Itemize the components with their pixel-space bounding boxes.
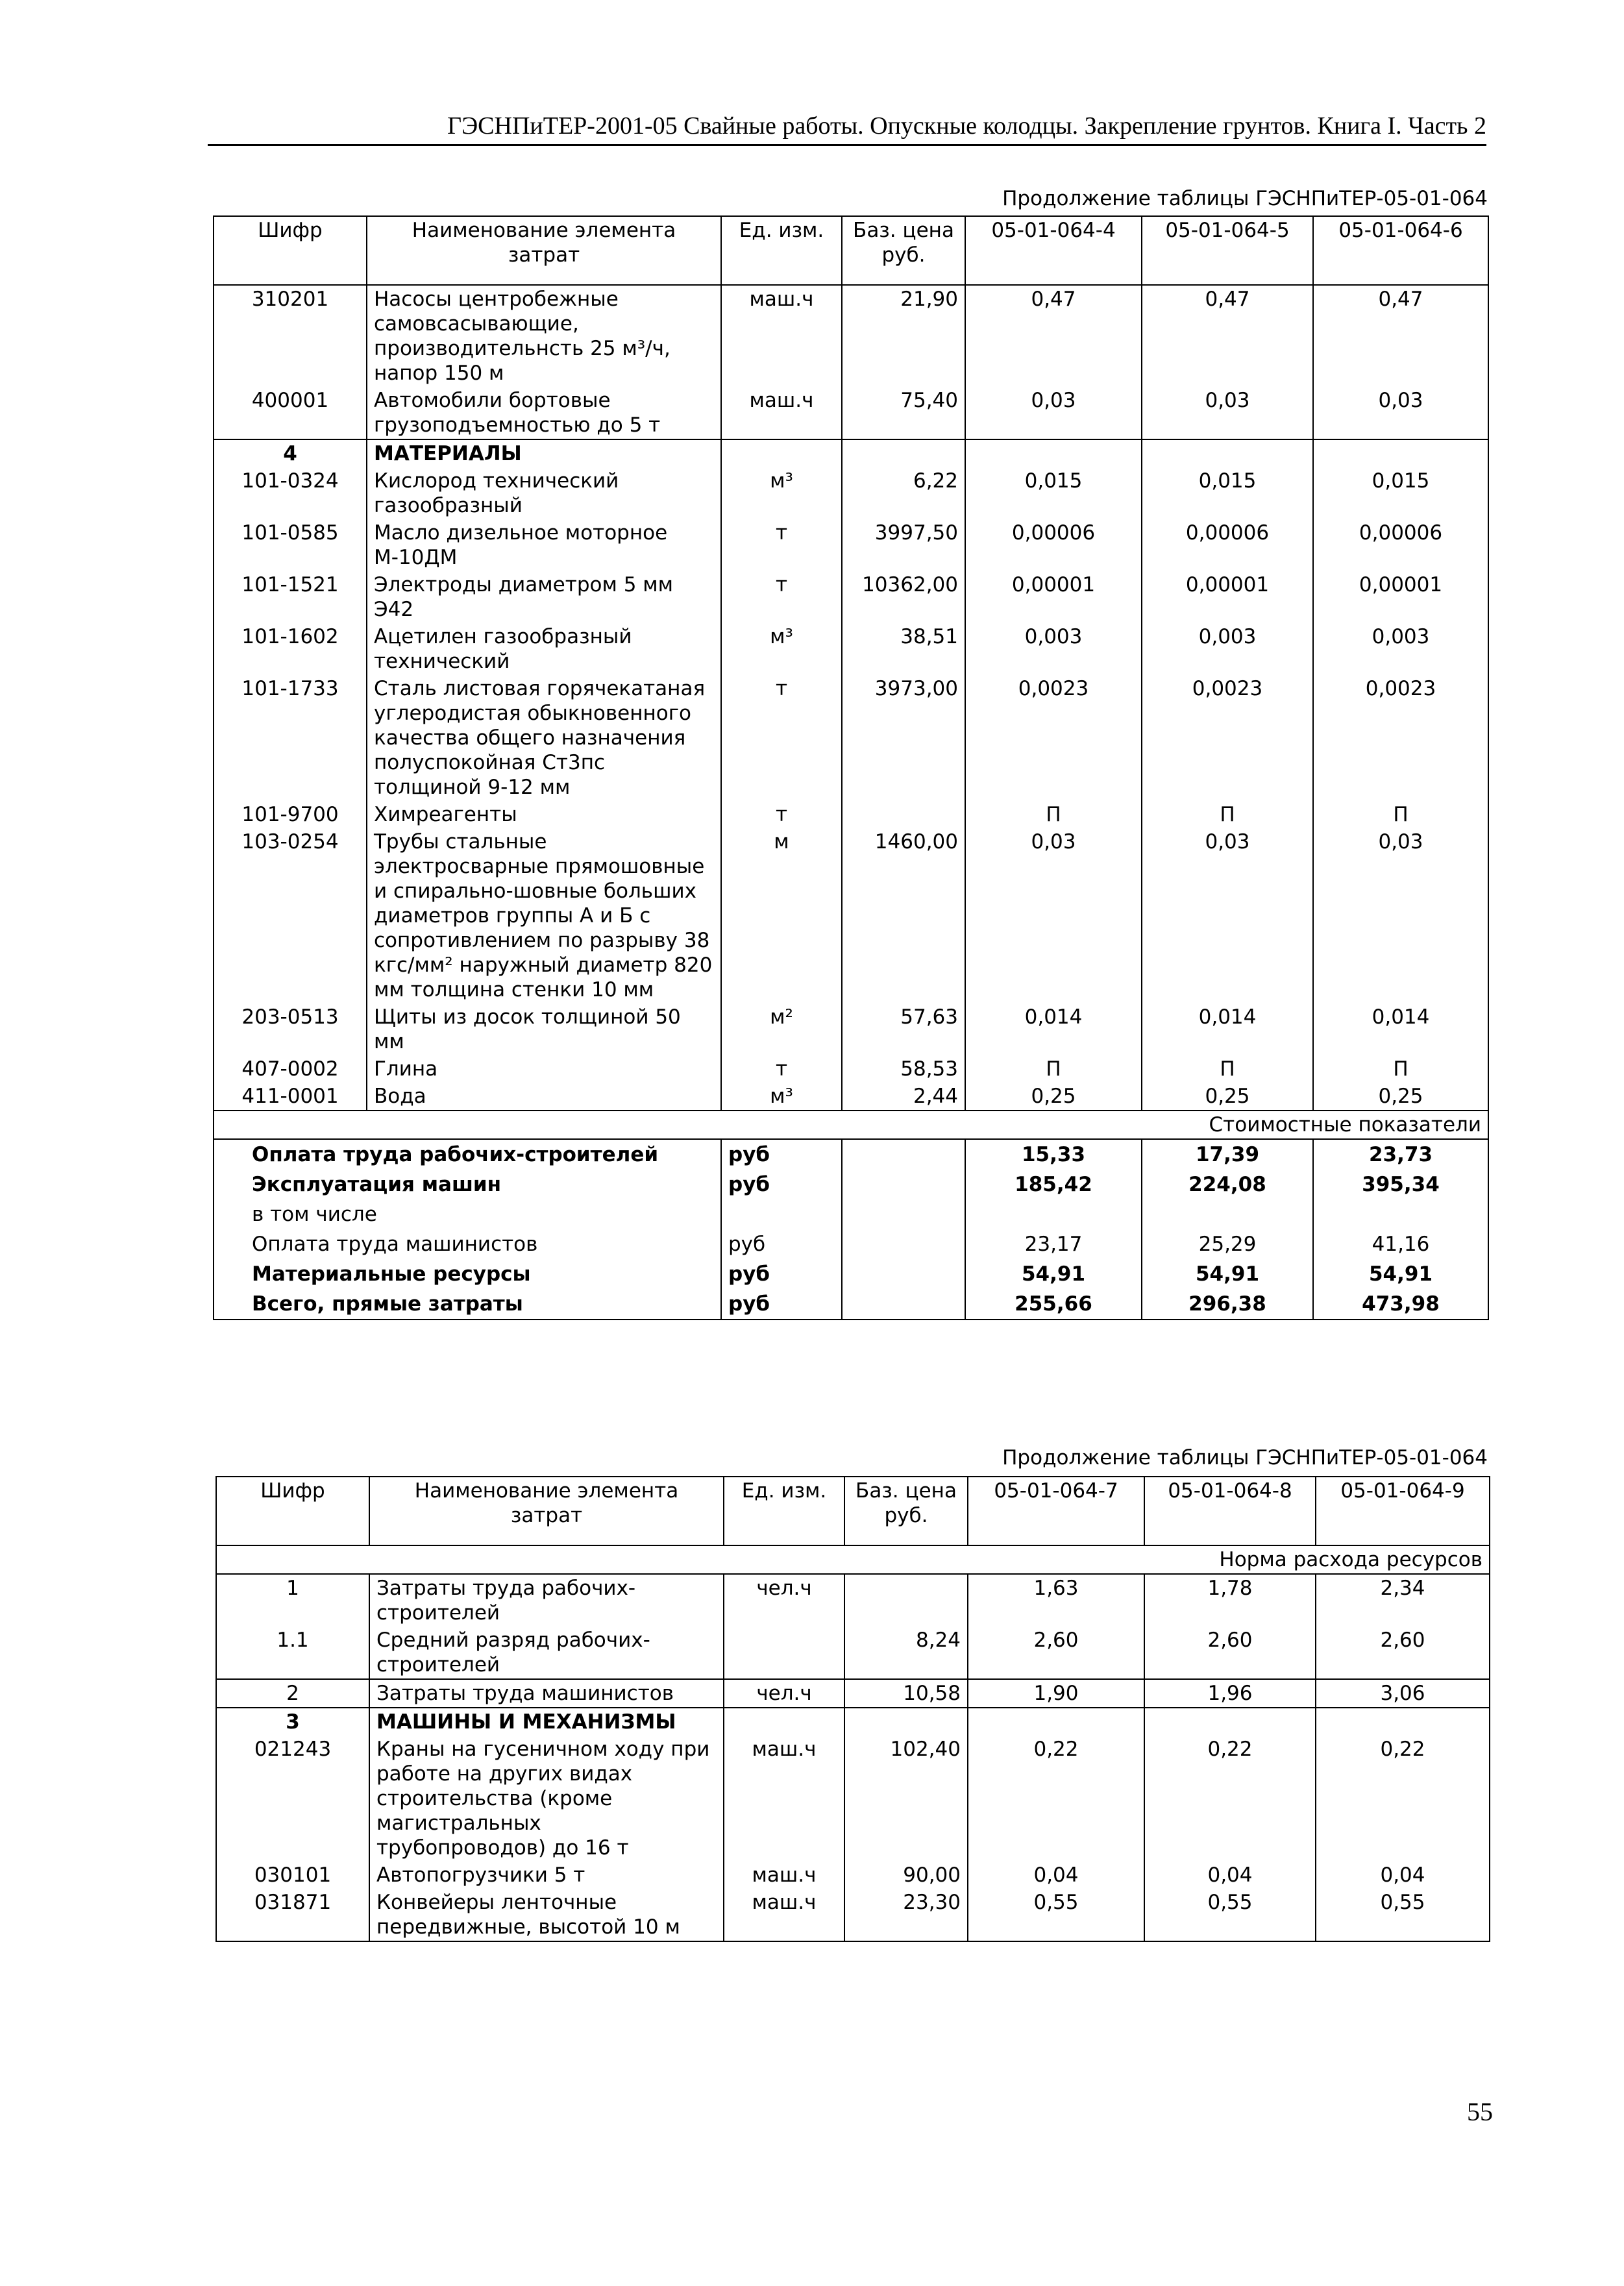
col-header-6: 05-01-064-6 <box>1313 216 1488 285</box>
row-value: 0,22 <box>968 1736 1144 1862</box>
row-unit: т <box>721 519 842 571</box>
row-unit: чел.ч <box>724 1679 844 1708</box>
row-value <box>1142 439 1313 467</box>
summary-value: 41,16 <box>1313 1229 1488 1259</box>
row-name: Сталь листовая горячекатаная углеродистая обыкновенного качества общего назначения полуспокойная Ст3пс толщиной 9-12 мм <box>367 675 721 801</box>
summary-unit <box>721 1199 842 1229</box>
row-price: 57,63 <box>842 1003 965 1055</box>
table-row <box>214 828 1488 1003</box>
row-value <box>1313 439 1488 467</box>
summary-price <box>842 1170 965 1199</box>
row-code: 407-0002 <box>214 1055 367 1083</box>
row-name: Кислород технический газообразный <box>367 467 721 519</box>
table-row <box>214 439 1488 467</box>
row-code: 021243 <box>216 1736 369 1862</box>
running-header: ГЭСНПиТЕР-2001-05 Свайные работы. Опускные колодцы. Закрепление грунтов. Книга I. Часть 2 <box>208 112 1486 146</box>
row-value: 0,22 <box>1316 1736 1490 1862</box>
row-code: 4 <box>214 439 367 467</box>
summary-value: 296,38 <box>1142 1289 1313 1320</box>
row-price: 10362,00 <box>842 571 965 623</box>
row-code: 101-0324 <box>214 467 367 519</box>
row-name: Вода <box>367 1083 721 1111</box>
row-unit: м <box>721 828 842 1003</box>
row-code: 031871 <box>216 1889 369 1941</box>
summary-label: Всего, прямые затраты <box>214 1289 721 1320</box>
row-code: 030101 <box>216 1862 369 1889</box>
row-code: 400001 <box>214 387 367 439</box>
summary-unit: руб <box>721 1139 842 1170</box>
row-unit: т <box>721 801 842 828</box>
table-row <box>214 285 1488 387</box>
col-header-price: Баз. цена руб. <box>844 1477 968 1545</box>
row-price: 75,40 <box>842 387 965 439</box>
row-code: 2 <box>216 1679 369 1708</box>
row-value: 0,03 <box>1142 828 1313 1003</box>
row-unit: т <box>721 675 842 801</box>
row-value: 0,04 <box>968 1862 1144 1889</box>
summary-unit: руб <box>721 1229 842 1259</box>
summary-value: 255,66 <box>965 1289 1142 1320</box>
row-code: 101-0585 <box>214 519 367 571</box>
row-price <box>842 801 965 828</box>
resource-table-2 <box>215 1476 1490 1942</box>
row-code: 101-9700 <box>214 801 367 828</box>
row-value: 0,015 <box>1142 467 1313 519</box>
row-value: 0,015 <box>965 467 1142 519</box>
row-value: 0,03 <box>1313 828 1488 1003</box>
summary-price <box>842 1259 965 1289</box>
row-name: Ацетилен газообразный технический <box>367 623 721 675</box>
summary-value: 23,17 <box>965 1229 1142 1259</box>
summary-value: 185,42 <box>965 1170 1142 1199</box>
row-name: Масло дизельное моторное М-10ДМ <box>367 519 721 571</box>
table-row <box>214 1003 1488 1055</box>
row-value: 0,003 <box>965 623 1142 675</box>
summary-row <box>214 1139 1488 1170</box>
table-row <box>216 1679 1490 1708</box>
row-value: 0,0023 <box>1142 675 1313 801</box>
row-price: 58,53 <box>842 1055 965 1083</box>
summary-value <box>1142 1199 1313 1229</box>
col-header-9: 05-01-064-9 <box>1316 1477 1490 1545</box>
row-value: 0,47 <box>1142 285 1313 387</box>
row-name: Химреагенты <box>367 801 721 828</box>
table-row <box>214 1083 1488 1111</box>
col-header-4: 05-01-064-4 <box>965 216 1142 285</box>
table-row <box>214 571 1488 623</box>
table2-caption: Продолжение таблицы ГЭСНПиТЕР-05-01-064 <box>1002 1446 1488 1469</box>
row-value: 0,55 <box>1144 1889 1316 1941</box>
row-name: МАТЕРИАЛЫ <box>367 439 721 467</box>
summary-row <box>214 1199 1488 1229</box>
row-value: 0,00006 <box>965 519 1142 571</box>
row-value: 0,25 <box>1313 1083 1488 1111</box>
col-header-7: 05-01-064-7 <box>968 1477 1144 1545</box>
col-header-5: 05-01-064-5 <box>1142 216 1313 285</box>
row-name: Автопогрузчики 5 т <box>369 1862 724 1889</box>
row-name: Затраты труда рабочих-строителей <box>369 1574 724 1627</box>
summary-value <box>1313 1199 1488 1229</box>
row-price <box>842 439 965 467</box>
row-value: 0,014 <box>1142 1003 1313 1055</box>
row-name: Затраты труда машинистов <box>369 1679 724 1708</box>
row-value: 0,014 <box>965 1003 1142 1055</box>
row-price <box>844 1574 968 1627</box>
row-name: МАШИНЫ И МЕХАНИЗМЫ <box>369 1708 724 1736</box>
row-code: 411-0001 <box>214 1083 367 1111</box>
row-value: 0,015 <box>1313 467 1488 519</box>
table-row <box>216 1574 1490 1627</box>
row-value: 0,014 <box>1313 1003 1488 1055</box>
col-header-name: Наименование элемента затрат <box>367 216 721 285</box>
table2-header-row <box>216 1477 1490 1545</box>
row-price <box>844 1708 968 1736</box>
summary-value: 395,34 <box>1313 1170 1488 1199</box>
row-value: П <box>965 801 1142 828</box>
row-price: 90,00 <box>844 1862 968 1889</box>
row-code: 310201 <box>214 285 367 387</box>
row-value: 1,90 <box>968 1679 1144 1708</box>
row-name: Автомобили бортовые грузоподъемностью до 5 т <box>367 387 721 439</box>
summary-value: 54,91 <box>1142 1259 1313 1289</box>
table-row <box>216 1627 1490 1679</box>
row-price: 3997,50 <box>842 519 965 571</box>
row-unit: м³ <box>721 467 842 519</box>
row-unit: м³ <box>721 623 842 675</box>
row-value: П <box>1313 801 1488 828</box>
row-value: 0,003 <box>1313 623 1488 675</box>
row-value: 2,60 <box>968 1627 1144 1679</box>
summary-value: 54,91 <box>965 1259 1142 1289</box>
row-value: 2,60 <box>1144 1627 1316 1679</box>
table-row <box>214 675 1488 801</box>
row-code: 101-1521 <box>214 571 367 623</box>
table-row <box>216 1736 1490 1862</box>
row-value: 0,55 <box>968 1889 1144 1941</box>
row-price: 21,90 <box>842 285 965 387</box>
row-value: 0,04 <box>1316 1862 1490 1889</box>
row-unit: т <box>721 571 842 623</box>
table-row <box>214 387 1488 439</box>
summary-row <box>214 1289 1488 1320</box>
row-price: 38,51 <box>842 623 965 675</box>
row-value: П <box>965 1055 1142 1083</box>
cost-label: Стоимостные показатели <box>214 1111 1488 1139</box>
cost-label-row <box>214 1111 1488 1139</box>
table1-caption: Продолжение таблицы ГЭСНПиТЕР-05-01-064 <box>1002 187 1488 210</box>
row-price: 3973,00 <box>842 675 965 801</box>
row-unit: чел.ч <box>724 1574 844 1627</box>
row-value: 0,22 <box>1144 1736 1316 1862</box>
col-header-unit: Ед. изм. <box>724 1477 844 1545</box>
summary-unit: руб <box>721 1289 842 1320</box>
row-value: 0,25 <box>1142 1083 1313 1111</box>
summary-value: 224,08 <box>1142 1170 1313 1199</box>
row-name: Глина <box>367 1055 721 1083</box>
row-code: 101-1733 <box>214 675 367 801</box>
table-row <box>214 1055 1488 1083</box>
row-price: 1460,00 <box>842 828 965 1003</box>
row-name: Электроды диаметром 5 мм Э42 <box>367 571 721 623</box>
summary-unit: руб <box>721 1170 842 1199</box>
table-row <box>216 1708 1490 1736</box>
table1-header-row <box>214 216 1488 285</box>
row-value <box>965 439 1142 467</box>
table-row <box>216 1889 1490 1941</box>
summary-value: 15,33 <box>965 1139 1142 1170</box>
row-value: 0,00001 <box>1142 571 1313 623</box>
summary-value: 54,91 <box>1313 1259 1488 1289</box>
row-value: 0,00001 <box>965 571 1142 623</box>
row-value: 0,47 <box>965 285 1142 387</box>
row-value: 0,0023 <box>965 675 1142 801</box>
row-price: 23,30 <box>844 1889 968 1941</box>
row-name: Трубы стальные электросварные прямошовные и спирально-шовные больших диаметров группы А и Б с сопротивлением по разрыву 38 кгс/мм² наружный диаметр 820 мм толщина стенки 10 мм <box>367 828 721 1003</box>
row-value: 0,03 <box>1142 387 1313 439</box>
table-row <box>214 467 1488 519</box>
summary-label: в том числе <box>214 1199 721 1229</box>
col-header-unit: Ед. изм. <box>721 216 842 285</box>
row-unit: м² <box>721 1003 842 1055</box>
row-unit <box>724 1627 844 1679</box>
row-name: Насосы центробежные самовсасывающие, производительнсть 25 м³/ч, напор 150 м <box>367 285 721 387</box>
row-value: 0,003 <box>1142 623 1313 675</box>
row-value: 0,04 <box>1144 1862 1316 1889</box>
row-name: Средний разряд рабочих-строителей <box>369 1627 724 1679</box>
row-value: 0,03 <box>1313 387 1488 439</box>
row-value <box>1316 1708 1490 1736</box>
row-code: 1 <box>216 1574 369 1627</box>
summary-price <box>842 1199 965 1229</box>
summary-row <box>214 1170 1488 1199</box>
row-value: 0,00006 <box>1142 519 1313 571</box>
row-unit: маш.ч <box>721 387 842 439</box>
row-value: 3,06 <box>1316 1679 1490 1708</box>
row-code: 3 <box>216 1708 369 1736</box>
row-unit <box>724 1708 844 1736</box>
table-row <box>214 801 1488 828</box>
row-unit: маш.ч <box>721 285 842 387</box>
row-value: П <box>1142 801 1313 828</box>
row-name: Конвейеры ленточные передвижные, высотой 10 м <box>369 1889 724 1941</box>
summary-value <box>965 1199 1142 1229</box>
row-price: 8,24 <box>844 1627 968 1679</box>
row-value: 0,0023 <box>1313 675 1488 801</box>
table-row <box>216 1862 1490 1889</box>
row-unit: т <box>721 1055 842 1083</box>
summary-value: 17,39 <box>1142 1139 1313 1170</box>
row-price: 102,40 <box>844 1736 968 1862</box>
row-value: П <box>1313 1055 1488 1083</box>
row-value: 1,78 <box>1144 1574 1316 1627</box>
summary-label: Эксплуатация машин <box>214 1170 721 1199</box>
table-row <box>214 623 1488 675</box>
summary-price <box>842 1289 965 1320</box>
row-price: 2,44 <box>842 1083 965 1111</box>
row-value: П <box>1142 1055 1313 1083</box>
row-name: Краны на гусеничном ходу при работе на других видах строительства (кроме магистральных трубопроводов) до 16 т <box>369 1736 724 1862</box>
row-price: 6,22 <box>842 467 965 519</box>
row-value: 0,55 <box>1316 1889 1490 1941</box>
row-value: 0,47 <box>1313 285 1488 387</box>
row-value: 0,00006 <box>1313 519 1488 571</box>
row-value: 1,96 <box>1144 1679 1316 1708</box>
summary-label: Оплата труда машинистов <box>214 1229 721 1259</box>
row-code: 101-1602 <box>214 623 367 675</box>
row-unit: м³ <box>721 1083 842 1111</box>
row-unit: маш.ч <box>724 1862 844 1889</box>
row-value: 0,25 <box>965 1083 1142 1111</box>
row-value: 0,03 <box>965 387 1142 439</box>
norm-label-row <box>216 1545 1490 1574</box>
row-value <box>1144 1708 1316 1736</box>
row-value: 0,00001 <box>1313 571 1488 623</box>
summary-label: Материальные ресурсы <box>214 1259 721 1289</box>
summary-price <box>842 1229 965 1259</box>
summary-price <box>842 1139 965 1170</box>
summary-value: 473,98 <box>1313 1289 1488 1320</box>
row-price: 10,58 <box>844 1679 968 1708</box>
resource-table-1 <box>213 215 1489 1320</box>
row-unit: маш.ч <box>724 1889 844 1941</box>
col-header-name: Наименование элемента затрат <box>369 1477 724 1545</box>
row-name: Щиты из досок толщиной 50 мм <box>367 1003 721 1055</box>
table-row <box>214 519 1488 571</box>
row-value: 0,03 <box>965 828 1142 1003</box>
col-header-code: Шифр <box>214 216 367 285</box>
row-code: 1.1 <box>216 1627 369 1679</box>
norm-label: Норма расхода ресурсов <box>216 1545 1490 1574</box>
row-value <box>968 1708 1144 1736</box>
row-value: 2,34 <box>1316 1574 1490 1627</box>
col-header-code: Шифр <box>216 1477 369 1545</box>
col-header-price: Баз. цена руб. <box>842 216 965 285</box>
summary-label: Оплата труда рабочих-строителей <box>214 1139 721 1170</box>
row-unit: маш.ч <box>724 1736 844 1862</box>
row-value: 2,60 <box>1316 1627 1490 1679</box>
row-unit <box>721 439 842 467</box>
row-value: 1,63 <box>968 1574 1144 1627</box>
row-code: 103-0254 <box>214 828 367 1003</box>
row-code: 203-0513 <box>214 1003 367 1055</box>
summary-unit: руб <box>721 1259 842 1289</box>
summary-row <box>214 1229 1488 1259</box>
summary-value: 23,73 <box>1313 1139 1488 1170</box>
summary-row <box>214 1259 1488 1289</box>
col-header-8: 05-01-064-8 <box>1144 1477 1316 1545</box>
summary-value: 25,29 <box>1142 1229 1313 1259</box>
page-number: 55 <box>1467 2097 1493 2126</box>
